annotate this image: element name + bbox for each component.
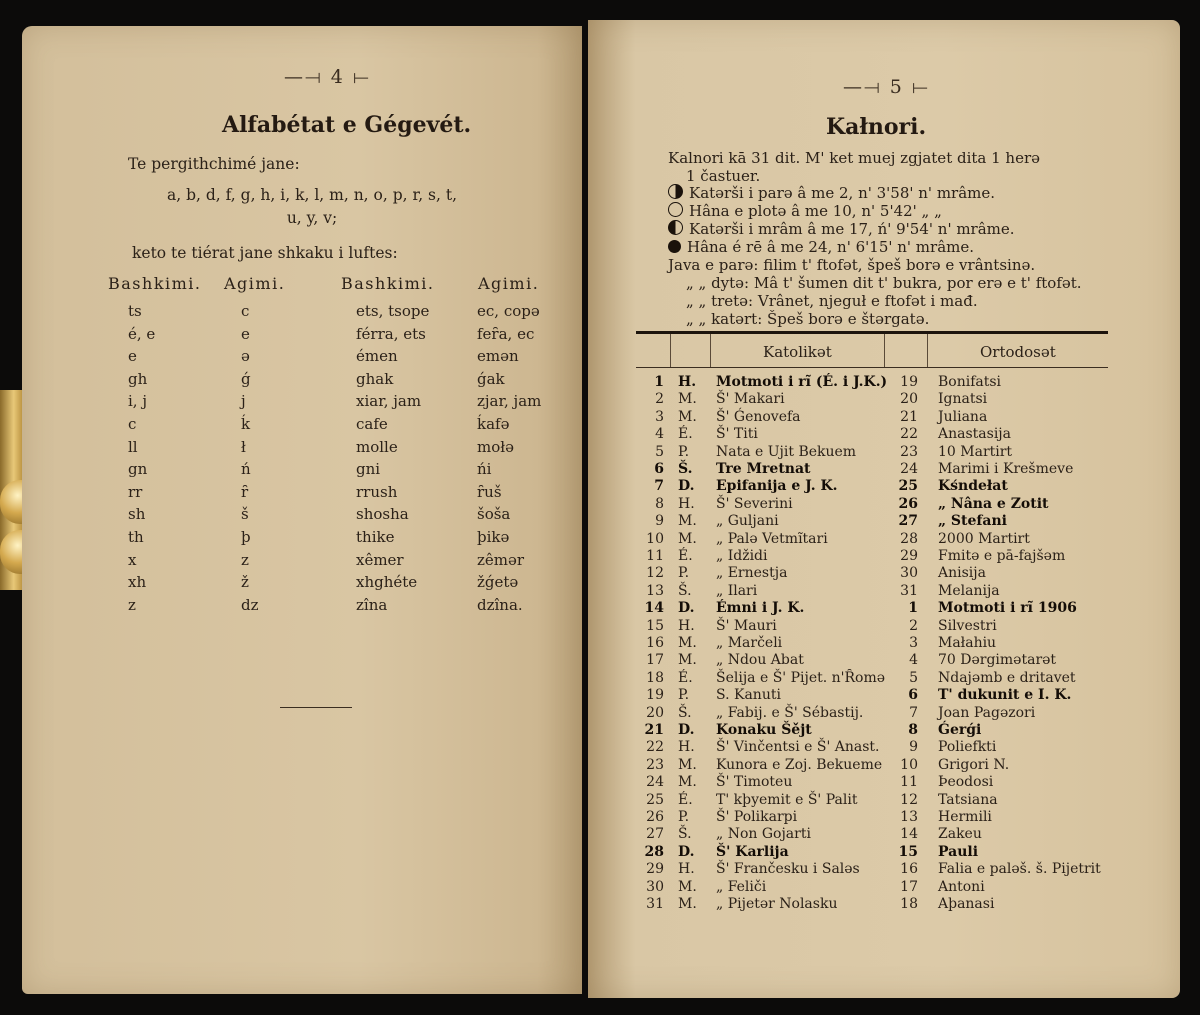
calendar-row xyxy=(636,600,1108,617)
letters-line-2: u, y, v; xyxy=(286,209,338,227)
calendar-header-rule xyxy=(636,367,1108,368)
orthodox-feast: Marimi i Krešmeve xyxy=(938,461,1074,477)
orthodox-day: 26 xyxy=(898,495,918,512)
calendar-day: 8 xyxy=(655,495,664,512)
orthodox-feast: T' dukunit e I. K. xyxy=(938,687,1072,704)
alphabet-cell: ḱafə xyxy=(477,415,510,433)
moon-phase-first: Katərši i parə â me 2, n' 3'58' n' mrâme. xyxy=(668,184,995,202)
orthodox-feast: Silvestri xyxy=(938,617,997,634)
right-page-title: Kałnori. xyxy=(826,114,927,140)
catholic-feast: Motmoti i rĩ (É. i J.K.) xyxy=(716,374,888,390)
calendar-weekday: M. xyxy=(678,408,697,425)
calendar-row xyxy=(636,444,1108,461)
calendar-row xyxy=(636,879,1108,896)
week-1: Java e parə: filim t' ftofət, špeš borə e vrântsinə. xyxy=(668,256,1036,274)
calendar-day: 7 xyxy=(654,478,664,495)
calendar-row xyxy=(636,652,1108,669)
calendar-day: 11 xyxy=(646,548,664,564)
calendar-row xyxy=(636,548,1108,565)
alphabet-cell: shosha xyxy=(356,505,409,524)
catholic-feast: S. Kanuti xyxy=(716,687,781,704)
catholic-feast: „ Ilari xyxy=(716,582,758,599)
header-bashkimi-1: Bashkimi. xyxy=(108,274,202,293)
alphabet-cell: dzîna. xyxy=(477,595,523,614)
calendar-row xyxy=(636,409,1108,426)
column-header-orthodox: Ortodosət xyxy=(980,343,1056,361)
page-number-left: —⟞ 4 ⟝ xyxy=(284,66,371,88)
calendar-weekday: H. xyxy=(678,617,695,634)
alphabet-cell: é, e xyxy=(128,324,156,343)
alphabet-cell: z xyxy=(128,595,136,614)
calendar-weekday: H. xyxy=(678,374,697,390)
orthodox-day: 17 xyxy=(900,878,918,895)
calendar-weekday: M. xyxy=(678,391,697,408)
alphabet-cell: rr xyxy=(128,482,143,501)
orthodox-day: 23 xyxy=(900,443,918,460)
calendar-row xyxy=(636,739,1108,756)
calendar-weekday: M. xyxy=(678,635,697,651)
calendar-row xyxy=(636,618,1108,635)
calendar-row xyxy=(636,757,1108,774)
calendar-day: 15 xyxy=(646,617,664,634)
orthodox-feast: Ignatsi xyxy=(938,391,988,408)
moon-phase-new: Hâna é rē â me 24, n' 6'15' n' mrâme. xyxy=(668,238,974,256)
orthodox-feast: Bonifatsi xyxy=(938,374,1002,390)
orthodox-day: 2 xyxy=(909,617,918,634)
orthodox-feast: „ Stefani xyxy=(938,513,1008,530)
alphabet-cell: ł xyxy=(241,437,246,456)
calendar-day: 4 xyxy=(655,426,664,443)
catholic-feast: Epifanija e J. K. xyxy=(716,478,838,495)
orthodox-day: 13 xyxy=(900,809,918,825)
catholic-feast: „ Marčeli xyxy=(716,635,783,651)
orthodox-day: 28 xyxy=(900,530,918,547)
calendar-row xyxy=(636,426,1108,443)
orthodox-day: 6 xyxy=(908,687,918,704)
calendar-row xyxy=(636,670,1108,687)
alphabet-cell: xh xyxy=(128,573,147,592)
moon-phase-full: Hâna e plotə â me 10, n' 5'42' „ „ xyxy=(668,202,942,220)
calendar-row xyxy=(636,705,1108,722)
calendar-weekday: Š. xyxy=(678,582,692,599)
catholic-feast: Š' Makari xyxy=(716,391,785,408)
calendar-top-rule xyxy=(636,331,1108,334)
calendar-intro-2: 1 častuer. xyxy=(686,167,761,185)
alphabet-cell: þikə xyxy=(477,528,510,546)
alphabet-cell: c xyxy=(128,415,137,433)
alphabet-cell: xhghéte xyxy=(356,573,418,592)
calendar-row xyxy=(636,896,1108,913)
catholic-feast: „ Guljani xyxy=(716,513,779,530)
alphabet-cell: mołə xyxy=(477,437,514,456)
catholic-feast: „ Feliči xyxy=(716,878,767,895)
calendar-weekday: D. xyxy=(678,843,695,860)
orthodox-feast: Motmoti i rĩ 1906 xyxy=(938,600,1077,617)
alphabet-cell: þ xyxy=(241,528,251,546)
calendar-day: 28 xyxy=(644,843,664,860)
orthodox-day: 22 xyxy=(900,426,918,443)
catholic-feast: Nata e Ujit Bekuem xyxy=(716,443,857,460)
catholic-feast: Tre Mretnat xyxy=(716,461,811,477)
orthodox-day: 4 xyxy=(909,652,918,669)
calendar-weekday: Š. xyxy=(678,461,693,477)
orthodox-day: 21 xyxy=(900,408,918,425)
catholic-feast: „ Non Gojarti xyxy=(716,826,811,843)
alphabet-cell: ə xyxy=(241,347,250,366)
calendar-column-divider xyxy=(927,334,928,368)
orthodox-feast: Anastasija xyxy=(938,426,1011,443)
alphabet-cell: ǵak xyxy=(477,369,505,388)
catholic-feast: Émni i J. K. xyxy=(716,600,805,617)
alphabet-cell: feȓa, ec xyxy=(477,324,535,343)
orthodox-day: 12 xyxy=(900,791,918,808)
last-quarter-moon-icon xyxy=(668,220,683,235)
alphabet-cell: ts xyxy=(128,302,142,320)
alphabet-intro: Te pergithchimé jane: xyxy=(128,155,300,173)
orthodox-day: 5 xyxy=(909,669,918,686)
orthodox-feast: Ndajəmb e dritavet xyxy=(938,669,1076,686)
alphabet-sub-intro: keto te tiérat jane shkaku i luftes: xyxy=(132,244,398,262)
orthodox-feast: Aþanasi xyxy=(938,896,995,912)
catholic-feast: Konaku Šějt xyxy=(716,722,812,738)
orthodox-feast: Falia e paləš. š. Pijetrit xyxy=(938,861,1101,878)
calendar-weekday: P. xyxy=(678,809,690,825)
alphabet-cell: xêmer xyxy=(356,550,404,569)
catholic-feast: Š' Titi xyxy=(716,426,758,443)
orthodox-day: 19 xyxy=(900,374,918,390)
alphabet-cell: ǵ xyxy=(241,369,251,388)
catholic-feast: Š' Polikarpi xyxy=(716,809,798,825)
calendar-row xyxy=(636,513,1108,530)
calendar-weekday: É. xyxy=(678,426,693,443)
orthodox-day: 29 xyxy=(900,548,918,564)
alphabet-cell: cafe xyxy=(356,415,388,433)
calendar-weekday: D. xyxy=(678,478,695,495)
calendar-weekday: É. xyxy=(678,669,693,686)
calendar-weekday: H. xyxy=(678,739,695,756)
calendar-weekday: H. xyxy=(678,495,695,512)
orthodox-feast: Kśndełat xyxy=(938,478,1008,495)
calendar-row xyxy=(636,583,1108,600)
calendar-row xyxy=(636,809,1108,826)
calendar-weekday: D. xyxy=(678,722,695,738)
catholic-feast: „ Ernestja xyxy=(716,565,788,582)
calendar-column-divider xyxy=(710,334,711,368)
calendar-column-divider xyxy=(670,334,671,368)
header-bashkimi-2: Bashkimi. xyxy=(341,274,435,293)
calendar-row xyxy=(636,461,1108,478)
calendar-day: 17 xyxy=(646,652,664,669)
alphabet-cell: férra, ets xyxy=(356,324,426,343)
catholic-feast: „ Idžidi xyxy=(716,548,768,564)
alphabet-cell: ec, copə xyxy=(477,302,540,320)
calendar-weekday: M. xyxy=(678,513,697,530)
page-number-right: —⟞ 5 ⟝ xyxy=(843,76,930,98)
calendar-day: 3 xyxy=(655,408,664,425)
calendar-day: 27 xyxy=(646,826,664,843)
calendar-weekday: H. xyxy=(678,861,695,878)
calendar-row xyxy=(636,496,1108,513)
orthodox-day: 9 xyxy=(909,739,918,756)
calendar-day: 12 xyxy=(646,565,664,582)
alphabet-cell: šoša xyxy=(477,505,511,524)
week-4: „ „ katərt: Špeš borə e štərgatə. xyxy=(686,310,930,328)
alphabet-cell: e xyxy=(241,324,250,343)
calendar-day: 31 xyxy=(646,896,664,912)
calendar-weekday: P. xyxy=(678,443,690,460)
calendar-weekday: M. xyxy=(678,530,697,547)
alphabet-cell: ń xyxy=(241,460,251,479)
orthodox-day: 15 xyxy=(898,843,918,860)
calendar-day: 20 xyxy=(646,704,664,721)
calendar-weekday: P. xyxy=(678,565,690,582)
orthodox-day: 25 xyxy=(898,478,918,495)
catholic-feast: Kunora e Zoj. Bekueme xyxy=(716,756,883,773)
orthodox-feast: Małahiu xyxy=(938,635,997,651)
orthodox-feast: Juliana xyxy=(938,408,988,425)
calendar-day: 29 xyxy=(646,861,664,878)
orthodox-feast: Þeodosi xyxy=(938,774,994,791)
orthodox-day: 14 xyxy=(900,826,918,843)
alphabet-cell: e xyxy=(128,347,137,366)
orthodox-feast: Melanija xyxy=(938,582,1000,599)
orthodox-day: 1 xyxy=(908,600,918,617)
calendar-row xyxy=(636,792,1108,809)
orthodox-feast: Fmitə e pā-fajšəm xyxy=(938,548,1066,564)
calendar-row xyxy=(636,565,1108,582)
calendar-day: 5 xyxy=(655,443,664,460)
catholic-feast: „ Fabij. e Š' Sébastij. xyxy=(716,704,864,721)
alphabet-cell: ḱ xyxy=(241,415,251,433)
orthodox-feast: 70 Dərgimətarət xyxy=(938,652,1057,669)
alphabet-cell: i, j xyxy=(128,392,147,411)
first-quarter-moon-icon xyxy=(668,184,683,199)
orthodox-day: 8 xyxy=(908,722,918,738)
orthodox-feast: 2000 Martirt xyxy=(938,530,1030,547)
calendar-weekday: É. xyxy=(678,791,693,808)
calendar-row xyxy=(636,722,1108,739)
orthodox-day: 30 xyxy=(900,565,918,582)
calendar-weekday: Š. xyxy=(678,826,692,843)
alphabet-cell: žǵetə xyxy=(477,573,519,592)
calendar-day: 22 xyxy=(646,739,664,756)
calendar-weekday: M. xyxy=(678,774,697,791)
calendar-day: 23 xyxy=(646,756,664,773)
calendar-row xyxy=(636,861,1108,878)
orthodox-day: 20 xyxy=(900,391,918,408)
alphabet-cell: z xyxy=(241,550,249,569)
catholic-feast: „ Pijetər Nolasku xyxy=(716,896,838,912)
week-2: „ „ dytə: Mâ t' šumen dit t' bukra, por erə e t' ftofət. xyxy=(686,274,1082,292)
orthodox-feast: Zakeu xyxy=(938,826,982,843)
alphabet-cell: zêmər xyxy=(477,550,525,569)
calendar-day: 25 xyxy=(646,791,664,808)
orthodox-feast: Joan Pagəzori xyxy=(938,704,1036,721)
alphabet-cell: ńi xyxy=(477,460,492,479)
orthodox-feast: Tatsiana xyxy=(938,791,998,808)
alphabet-cell: ȓ xyxy=(241,482,249,501)
catholic-feast: T' kþyemit e Š' Palit xyxy=(716,791,858,808)
alphabet-cell: molle xyxy=(356,437,398,456)
alphabet-cell: x xyxy=(128,550,137,569)
orthodox-day: 24 xyxy=(900,461,918,477)
alphabet-cell: xiar, jam xyxy=(356,392,422,411)
orthodox-feast: Antoni xyxy=(938,878,985,895)
calendar-column-divider xyxy=(884,334,885,368)
orthodox-feast: „ Nâna e Zotit xyxy=(938,495,1049,512)
catholic-feast: Šelija e Š' Pijet. n'Ȓomə xyxy=(716,669,886,686)
alphabet-cell: sh xyxy=(128,505,146,524)
alphabet-cell: émen xyxy=(356,347,398,366)
calendar-day: 14 xyxy=(644,600,664,617)
calendar-row xyxy=(636,391,1108,408)
alphabet-cell: zîna xyxy=(356,595,388,614)
calendar-intro-1: Kalnori kā 31 dit. M' ket muej zgjatet dita 1 herə xyxy=(668,149,1041,167)
calendar-day: 18 xyxy=(646,669,664,686)
orthodox-feast: Pauli xyxy=(938,843,979,860)
orthodox-day: 16 xyxy=(900,861,918,878)
calendar-row xyxy=(636,478,1108,495)
alphabet-cell: dz xyxy=(241,595,259,614)
alphabet-cell: zjar, jam xyxy=(477,392,542,411)
alphabet-cell: ž xyxy=(241,573,249,592)
alphabet-cell: rrush xyxy=(356,482,398,501)
catholic-feast: Š' Ǵenovefa xyxy=(716,408,801,425)
orthodox-feast: Poliefkti xyxy=(938,739,997,756)
alphabet-cell: th xyxy=(128,528,144,546)
calendar-day: 26 xyxy=(646,809,664,825)
catholic-feast: Š' Karlija xyxy=(716,843,789,860)
header-agimi-1: Agimi. xyxy=(224,274,286,293)
calendar-day: 13 xyxy=(646,582,664,599)
catholic-feast: „ Ndou Abat xyxy=(716,652,804,669)
alphabet-cell: c xyxy=(241,302,250,320)
calendar-weekday: M. xyxy=(678,896,697,912)
calendar-day: 30 xyxy=(646,878,664,895)
orthodox-day: 10 xyxy=(900,756,918,773)
catholic-feast: Š' Timoteu xyxy=(716,774,793,791)
calendar-weekday: M. xyxy=(678,756,697,773)
alphabet-cell: j xyxy=(241,392,246,411)
alphabet-cell: ghak xyxy=(356,369,394,388)
calendar-day: 6 xyxy=(654,461,664,477)
orthodox-day: 27 xyxy=(898,513,918,530)
orthodox-feast: Ǵerǵi xyxy=(938,722,982,738)
orthodox-feast: Grigori N. xyxy=(938,756,1010,773)
catholic-feast: Š' Vinčentsi e Š' Anast. xyxy=(716,739,880,756)
alphabet-cell: š xyxy=(241,505,249,524)
calendar-day: 21 xyxy=(644,722,664,738)
calendar-day: 24 xyxy=(646,774,664,791)
alphabet-cell: ll xyxy=(128,437,138,456)
calendar-row xyxy=(636,635,1108,652)
calendar-day: 1 xyxy=(654,374,664,390)
calendar-day: 19 xyxy=(646,687,664,704)
calendar-weekday: É. xyxy=(678,548,693,564)
alphabet-cell: ȓuš xyxy=(477,482,502,501)
calendar-row xyxy=(636,826,1108,843)
header-agimi-2: Agimi. xyxy=(478,274,540,293)
calendar-row xyxy=(636,531,1108,548)
orthodox-day: 3 xyxy=(909,635,918,651)
alphabet-letters xyxy=(72,184,552,230)
calendar-weekday: D. xyxy=(678,600,695,617)
calendar-weekday: Š. xyxy=(678,704,692,721)
calendar-weekday: P. xyxy=(678,687,690,704)
catholic-feast: Š' Mauri xyxy=(716,617,777,634)
alphabet-cell: ets, tsope xyxy=(356,302,430,320)
calendar-row xyxy=(636,774,1108,791)
orthodox-day: 31 xyxy=(900,582,918,599)
letters-line-1: a, b, d, f, g, h, i, k, l, m, n, o, p, r, s, t, xyxy=(166,186,458,204)
full-moon-icon xyxy=(668,202,683,217)
calendar-day: 10 xyxy=(646,530,664,547)
alphabet-cell: thike xyxy=(356,528,395,546)
catholic-feast: Š' Severini xyxy=(716,495,793,512)
alphabet-cell: gh xyxy=(128,369,148,388)
calendar-day: 16 xyxy=(646,635,664,651)
calendar-row xyxy=(636,374,1108,391)
orthodox-feast: 10 Martirt xyxy=(938,443,1013,460)
catholic-feast: „ Palə Vetmĩtari xyxy=(716,530,828,547)
calendar-day: 2 xyxy=(655,391,664,408)
calendar-weekday: M. xyxy=(678,878,697,895)
orthodox-day: 7 xyxy=(909,704,918,721)
column-header-catholic: Katolikət xyxy=(763,343,832,361)
calendar-row xyxy=(636,844,1108,861)
orthodox-feast: Anisija xyxy=(938,565,986,582)
calendar-day: 9 xyxy=(655,513,664,530)
orthodox-day: 18 xyxy=(900,896,918,912)
orthodox-day: 11 xyxy=(900,774,918,791)
catholic-feast: Š' Frančesku i Saləs xyxy=(716,861,860,878)
moon-phase-last: Katərši i mrâm â me 17, ń' 9'54' n' mrâme. xyxy=(668,220,1015,238)
alphabet-cell: gni xyxy=(356,460,381,479)
new-moon-icon xyxy=(668,240,681,253)
alphabet-cell: emən xyxy=(477,347,519,366)
calendar-weekday: M. xyxy=(678,652,697,669)
alphabet-cell: gn xyxy=(128,460,148,479)
end-rule xyxy=(280,707,352,708)
left-page-title: Alfabétat e Gégevét. xyxy=(222,112,472,138)
week-3: „ „ tretə: Vrânet, njeguł e ftofət i mađ. xyxy=(686,292,978,310)
orthodox-feast: Hermili xyxy=(938,809,992,825)
calendar-row xyxy=(636,687,1108,704)
